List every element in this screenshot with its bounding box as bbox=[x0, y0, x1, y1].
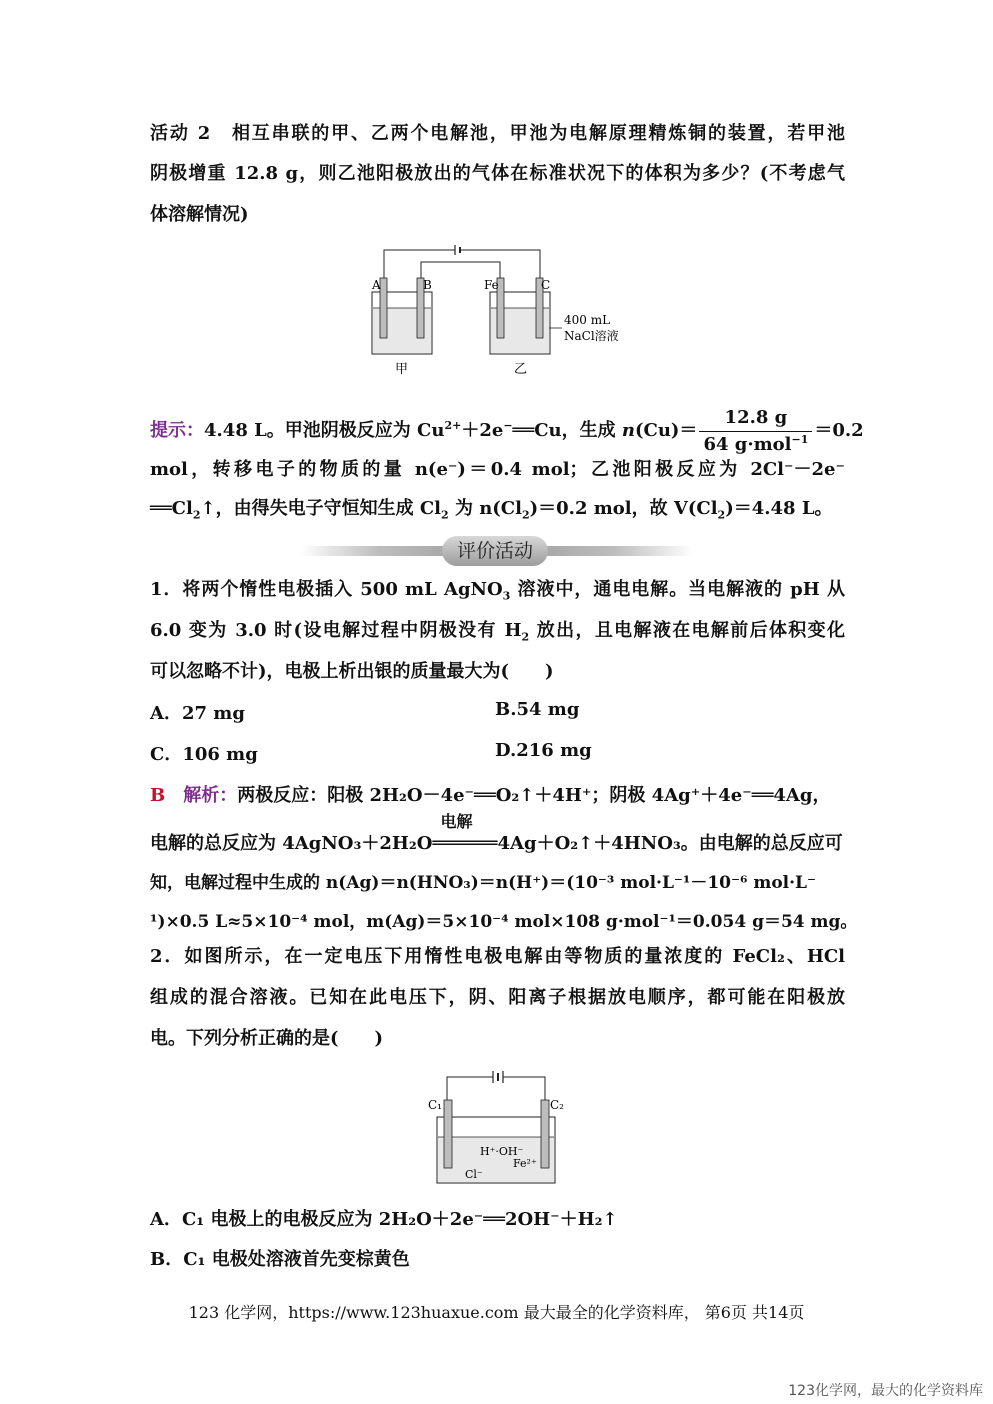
q2-line2: 组成的混合溶液。已知在此电压下，阴、阳离子根据放电顺序，都可能在阳极放 bbox=[150, 987, 845, 1008]
page-footer: 123 化学网，https://www.123huaxue.com 最大最全的化学资料库， 第6页 共14页 bbox=[188, 1303, 805, 1322]
sol1-line4: ¹)×0.5 L≈5×10⁻⁴ mol，m(Ag)＝5×10⁻⁴ mol×108 g·mol⁻¹＝0.054 g＝54 mg。 bbox=[150, 912, 858, 932]
hint-line2: mol，转移电子的物质的量 n(e⁻)＝0.4 mol；乙池阳极反应为 2Cl⁻－2e⁻ bbox=[150, 459, 845, 480]
hint-line1: 提示：4.48 L。甲池阴极反应为 $Cu^{2+}+2e^-══Cu$，生成 n(Cu)＝ $\frac{12.8 g}{64 g\cdot mol^{-1}}$ ＝0.2 bbox=[150, 407, 864, 455]
activity2-line2: 阴极增重 12.8 g，则乙池阳极放出的气体在标准状况下的体积为多少？(不考虑气 bbox=[150, 163, 845, 184]
banner-title: 评价活动 bbox=[442, 536, 548, 566]
label-c2: C₂ bbox=[550, 1098, 564, 1112]
label-b: B bbox=[423, 278, 432, 292]
sol1-line1: B 解析：两极反应：阳极 2H₂O－4e⁻══O₂↑＋4H⁺；阴极 4Ag⁺＋4e⁻══4Ag， bbox=[150, 785, 831, 806]
label-jia: 甲 bbox=[395, 362, 409, 377]
sol1-label: 解析： bbox=[183, 785, 238, 806]
hint-line3: $══Cl_2↑$，由得失电子守恒知生成 $Cl_2$ 为 $n(Cl_2)=0.2$ mol，故 $V(Cl_2)=4.48$ L。 bbox=[150, 498, 833, 522]
electrolysis-figure-1 bbox=[360, 240, 640, 380]
q2-line3: 电。下列分析正确的是( ) bbox=[150, 1028, 384, 1049]
q1-option-b: B.54 mg bbox=[495, 699, 580, 720]
ion-cl: Cl⁻ bbox=[465, 1168, 483, 1181]
label-yi: 乙 bbox=[514, 362, 528, 377]
q1-option-d: D.216 mg bbox=[495, 740, 592, 761]
label-c: C bbox=[541, 278, 551, 292]
q1-line3: 可以忽略不计)，电极上析出银的质量最大为( ) bbox=[150, 661, 554, 682]
corner-watermark: 123化学网，最大的化学资料库 bbox=[788, 1383, 983, 1399]
hint-label: 提示： bbox=[150, 420, 204, 441]
activity2-line1: 活动 2 相互串联的甲、乙两个电解池，甲池为电解原理精炼铜的装置，若甲池 bbox=[150, 123, 845, 144]
activity2-line3: 体溶解情况) bbox=[150, 204, 249, 225]
label-fe: Fe bbox=[484, 278, 499, 292]
sol1-answer: B bbox=[150, 785, 166, 806]
evaluation-banner bbox=[300, 541, 693, 561]
q2-line1: 2．如图所示，在一定电压下用惰性电极电解由等物质的量浓度的 FeCl₂、HCl bbox=[150, 946, 845, 967]
label-a: A bbox=[372, 278, 381, 292]
q2-option-b: B．C₁ 电极处溶液首先变棕黄色 bbox=[150, 1249, 410, 1270]
q1-line2: 6.0 变为 3.0 时(设电解过程中阴极没有 $H_2$ 放出，且电解液在电解前后体积变化 bbox=[150, 620, 845, 644]
q1-line1: 1．将两个惰性电极插入 500 mL AgNO$_3$ 溶液中，通电电解。当电解液的 pH 从 bbox=[150, 579, 845, 603]
ion-fe: Fe²⁺ bbox=[513, 1157, 537, 1170]
sol1-line2: 电解的总反应为 4AgNO₃＋2H₂O 电解 ══════4Ag＋O₂↑＋4HNO₃。由电解的总反应可 bbox=[150, 812, 843, 854]
label-nacl: NaCl溶液 bbox=[564, 329, 619, 343]
label-c1: C₁ bbox=[428, 1098, 442, 1112]
sol1-line3: 知，电解过程中生成的 n(Ag)＝n(HNO₃)＝n(H⁺)＝(10⁻³ mol·L⁻¹－10⁻⁶ mol·L⁻ bbox=[150, 873, 816, 893]
q1-option-c: C．106 mg bbox=[150, 744, 258, 765]
electrolysis-figure-2 bbox=[425, 1065, 570, 1190]
q2-option-a: A．C₁ 电极上的电极反应为 2H₂O＋2e⁻══2OH⁻＋H₂↑ bbox=[150, 1209, 618, 1230]
q1-option-a: A．27 mg bbox=[150, 703, 245, 724]
ion-h-oh: H⁺·OH⁻ bbox=[480, 1145, 524, 1158]
label-volume: 400 mL bbox=[564, 313, 611, 327]
